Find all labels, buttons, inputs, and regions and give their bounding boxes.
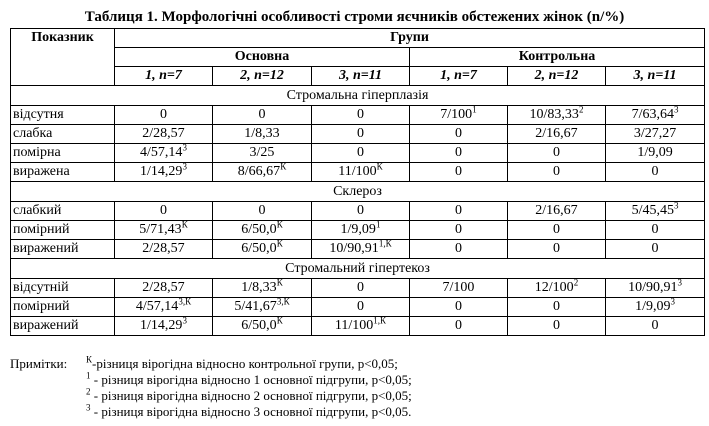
- table-cell: [115, 279, 213, 298]
- cell-value: 4/57,14: [135, 299, 179, 314]
- cell-value: 2/16,67: [535, 203, 578, 218]
- table-cell: [508, 317, 606, 336]
- subgroup-header: 1, n=7: [410, 67, 508, 86]
- cell-value: 0: [160, 203, 167, 218]
- table-cell: [508, 240, 606, 259]
- cell-superscript: К: [181, 220, 188, 230]
- cell-superscript: 1,К: [378, 239, 392, 249]
- cell-value: 0: [553, 145, 560, 160]
- subgroup-header: 1, n=7: [115, 67, 213, 86]
- table-cell: [606, 317, 705, 336]
- cell-value: 0: [258, 107, 266, 122]
- cell-value: 7/100: [442, 280, 475, 295]
- cell-superscript: 2: [578, 105, 584, 115]
- table-cell: [213, 163, 312, 182]
- table-cell: [606, 240, 705, 259]
- cell-value: 0: [357, 145, 364, 160]
- table-row: [11, 221, 705, 240]
- note-mark: 2: [86, 386, 91, 397]
- indicator-header: Показник: [11, 29, 115, 86]
- table-cell: [606, 125, 705, 144]
- note-mark: 3: [86, 402, 91, 413]
- cell-value: 0: [455, 299, 462, 314]
- table-cell: [115, 202, 213, 221]
- row-label: виражена: [11, 163, 115, 182]
- note-text: [86, 372, 412, 388]
- subgroup-header: 2, n=12: [213, 67, 312, 86]
- table-cell: [115, 317, 213, 336]
- table-row: [11, 144, 705, 163]
- section-row: [11, 182, 705, 202]
- cell-value: 11/100: [338, 164, 377, 179]
- cell-value: 11/100: [334, 318, 374, 333]
- table-cell: [312, 125, 410, 144]
- cell-value: 5/41,67: [234, 299, 277, 314]
- cell-value: 0: [455, 164, 462, 179]
- table-cell: [213, 144, 312, 163]
- cell-value: 2/28,57: [142, 241, 185, 256]
- row-label: помірний: [11, 221, 115, 240]
- table-cell: [410, 106, 508, 125]
- table-cell: [115, 125, 213, 144]
- subgroup-header: 3, n=11: [312, 67, 410, 86]
- table-cell: [508, 144, 606, 163]
- note-body: - різниця вірогідна відносно 3 основної підгрупи, p<0,05.: [90, 404, 412, 419]
- cell-superscript: 3: [670, 297, 675, 307]
- table-row: [11, 317, 705, 336]
- table-cell: [312, 144, 410, 163]
- table-cell: [606, 163, 705, 182]
- note-body: - різниця вірогідна відносно 2 основної підгрупи, p<0,05;: [90, 388, 412, 403]
- table-cell: [606, 202, 705, 221]
- cell-value: 2/28,57: [142, 126, 185, 141]
- table-cell: [410, 125, 508, 144]
- cell-value: 0: [455, 222, 462, 237]
- cell-value: 1/8,33: [241, 280, 277, 295]
- control-group-header: Контрольна: [410, 48, 705, 67]
- cell-value: 6/50,0: [241, 222, 277, 237]
- cell-value: 2/16,67: [535, 126, 578, 141]
- table-cell: [312, 163, 410, 182]
- table-cell: [508, 106, 606, 125]
- table-cell: [312, 279, 410, 298]
- note-row: [10, 404, 412, 420]
- cell-value: 10/90,91: [329, 241, 379, 256]
- cell-superscript: 3: [673, 201, 679, 211]
- table-cell: [115, 240, 213, 259]
- cell-superscript: 3: [182, 162, 187, 172]
- cell-value: 0: [455, 203, 462, 218]
- note-mark: 1: [86, 370, 91, 381]
- table-cell: [213, 298, 312, 317]
- table-row: [11, 240, 705, 259]
- cell-value: 3/27,27: [633, 126, 677, 141]
- section-row: [11, 86, 705, 106]
- table-cell: [213, 317, 312, 336]
- table-cell: [508, 298, 606, 317]
- cell-value: 0: [455, 241, 462, 256]
- table-cell: [312, 106, 410, 125]
- groups-header: Групи: [115, 29, 705, 48]
- table-cell: [508, 202, 606, 221]
- cell-superscript: К: [276, 316, 283, 326]
- cell-superscript: К: [276, 278, 283, 288]
- table-cell: [115, 221, 213, 240]
- table-cell: [312, 221, 410, 240]
- row-label: відсутній: [11, 279, 115, 298]
- main-group-header: Основна: [115, 48, 410, 67]
- table-cell: [410, 202, 508, 221]
- table-cell: [410, 163, 508, 182]
- table-cell: [115, 106, 213, 125]
- table-cell: [115, 298, 213, 317]
- cell-value: 0: [553, 222, 560, 237]
- header-row-2: [11, 48, 705, 67]
- note-mark: К: [86, 354, 93, 365]
- table-cell: [606, 279, 705, 298]
- cell-superscript: К: [376, 162, 383, 172]
- cell-value: 0: [357, 203, 364, 218]
- header-row-3: [11, 67, 705, 86]
- table-row: [11, 163, 705, 182]
- cell-value: 1/14,29: [140, 318, 183, 333]
- cell-value: 0: [357, 280, 364, 295]
- cell-value: 8/66,67: [237, 164, 281, 179]
- table-cell: [410, 317, 508, 336]
- row-label: виражений: [11, 317, 115, 336]
- table-cell: [606, 298, 705, 317]
- cell-value: 5/71,43: [139, 222, 182, 237]
- table-cell: [606, 106, 705, 125]
- cell-value: 0: [357, 107, 364, 122]
- cell-superscript: 3: [673, 105, 679, 115]
- cell-value: 10/83,33: [529, 107, 579, 122]
- row-label: помірна: [11, 144, 115, 163]
- table-cell: [410, 221, 508, 240]
- table-cell: [410, 279, 508, 298]
- cell-value: 0: [553, 299, 560, 314]
- cell-value: 0: [651, 164, 659, 179]
- cell-superscript: 3: [677, 278, 682, 288]
- table-cell: [213, 106, 312, 125]
- table-cell: [606, 144, 705, 163]
- table-title: Таблиця 1. Морфологічні особливості строми яєчників обстежених жінок (n/%): [84, 9, 625, 25]
- table-cell: [312, 202, 410, 221]
- row-label: помірний: [11, 298, 115, 317]
- note-body: -різниця вірогідна відносно контрольної групи, p<0,05;: [92, 356, 398, 371]
- section-title: Стромальний гіпертекоз: [11, 259, 705, 279]
- cell-superscript: 1,К: [373, 316, 387, 326]
- cell-value: 12/100: [534, 280, 574, 295]
- note-row: [10, 372, 412, 388]
- cell-value: 0: [455, 318, 462, 333]
- table-cell: [115, 144, 213, 163]
- note-body: - різниця вірогідна відносно 1 основної підгрупи, p<0,05;: [90, 372, 412, 387]
- cell-superscript: 3,К: [276, 297, 290, 307]
- table-row: [11, 125, 705, 144]
- cell-superscript: 1: [472, 105, 477, 115]
- table-cell: [312, 317, 410, 336]
- cell-superscript: К: [276, 239, 283, 249]
- cell-value: 0: [357, 299, 364, 314]
- section-row: [11, 259, 705, 279]
- section-title: Склероз: [11, 182, 705, 202]
- cell-value: 6/50,0: [241, 241, 277, 256]
- cell-value: 6/50,0: [241, 318, 277, 333]
- note-row: [10, 388, 412, 404]
- table-cell: [508, 279, 606, 298]
- table-cell: [312, 240, 410, 259]
- cell-value: 0: [553, 241, 560, 256]
- cell-superscript: 3: [182, 143, 187, 153]
- cell-value: 10/90,91: [628, 280, 678, 295]
- table-row: [11, 298, 705, 317]
- row-label: слабкий: [11, 202, 115, 221]
- cell-value: 0: [553, 318, 560, 333]
- table-cell: [410, 240, 508, 259]
- cell-superscript: К: [280, 162, 287, 172]
- cell-value: 0: [553, 164, 560, 179]
- table-cell: [508, 221, 606, 240]
- morphology-table: [10, 28, 705, 336]
- cell-value: 1/14,29: [140, 164, 183, 179]
- cell-superscript: К: [276, 220, 283, 230]
- table-cell: [115, 163, 213, 182]
- cell-value: 0: [160, 107, 167, 122]
- table-cell: [213, 202, 312, 221]
- cell-superscript: 1: [375, 220, 381, 230]
- cell-value: 1/9,09: [637, 145, 673, 160]
- cell-value: 7/63,64: [631, 107, 674, 122]
- cell-superscript: 2: [573, 278, 579, 288]
- cell-value: 1/9,09: [340, 222, 376, 237]
- table-row: [11, 106, 705, 125]
- table-cell: [213, 125, 312, 144]
- cell-value: 0: [455, 126, 462, 141]
- section-title: Стромальна гіперплазія: [11, 86, 705, 106]
- table-cell: [213, 279, 312, 298]
- subgroup-header: 2, n=12: [508, 67, 606, 86]
- cell-value: 4/57,14: [140, 145, 183, 160]
- cell-superscript: 3: [182, 316, 187, 326]
- table-cell: [508, 163, 606, 182]
- row-label: слабка: [11, 125, 115, 144]
- cell-value: 0: [455, 145, 462, 160]
- subgroup-header: 3, n=11: [606, 67, 705, 86]
- cell-value: 7/100: [440, 107, 473, 122]
- cell-value: 0: [651, 241, 659, 256]
- table-cell: [213, 240, 312, 259]
- table-cell: [410, 298, 508, 317]
- cell-value: 2/28,57: [142, 280, 185, 295]
- table-row: [11, 279, 705, 298]
- note-text: [86, 356, 398, 372]
- cell-value: 5/45,45: [631, 203, 674, 218]
- notes: [10, 356, 412, 420]
- cell-value: 0: [258, 203, 266, 218]
- table-cell: [606, 221, 705, 240]
- table-row: [11, 202, 705, 221]
- cell-value: 0: [651, 222, 659, 237]
- cell-value: 1/9,09: [635, 299, 671, 314]
- table-cell: [312, 298, 410, 317]
- note-row: [10, 356, 412, 372]
- cell-value: 1/8,33: [244, 126, 280, 141]
- cell-value: 0: [357, 126, 364, 141]
- table-cell: [213, 221, 312, 240]
- row-label: виражений: [11, 240, 115, 259]
- note-text: [86, 404, 411, 420]
- row-label: відсутня: [11, 106, 115, 125]
- note-text: [86, 388, 412, 404]
- cell-value: 3/25: [249, 145, 275, 160]
- header-row-1: [11, 29, 705, 48]
- notes-lead: Примітки:: [10, 356, 68, 371]
- cell-superscript: 3,К: [178, 297, 192, 307]
- table-cell: [410, 144, 508, 163]
- table-cell: [508, 125, 606, 144]
- cell-value: 0: [651, 318, 659, 333]
